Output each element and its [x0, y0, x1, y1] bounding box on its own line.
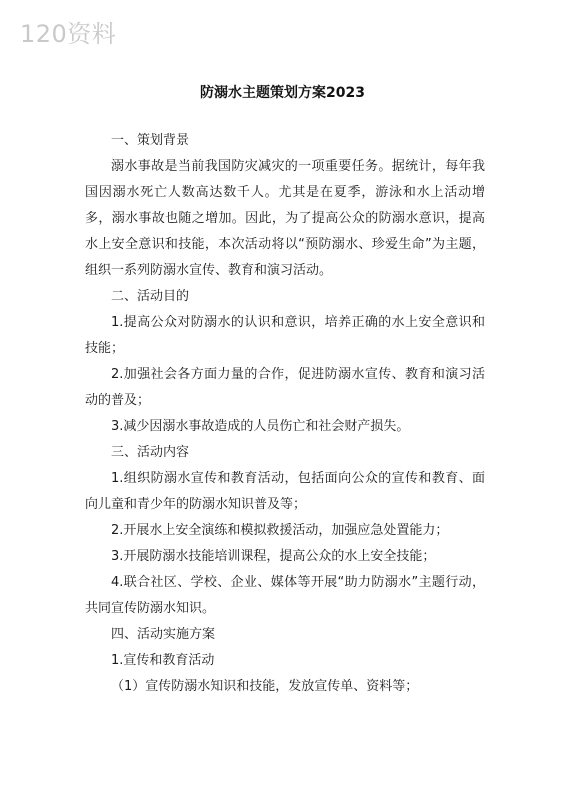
purpose-item-1: 1.提高公众对防溺水的认识和意识，培养正确的水上安全意识和技能；	[85, 315, 485, 356]
content-item-2: 2.开展水上安全演练和模拟救援活动，加强应急处置能力；	[111, 523, 449, 538]
purpose-item-3: 3.减少因溺水事故造成的人员伤亡和社会财产损失。	[111, 419, 410, 434]
section-heading-implementation: 四、活动实施方案	[111, 627, 216, 642]
section-heading-purpose: 二、活动目的	[111, 289, 190, 304]
paragraph-background: 溺水事故是当前我国防灾减灾的一项重要任务。据统计，每年我国因溺水死亡人数高达数千人。尤其是在夏季，游泳和水上活动增多，溺水事故也随之增加。因此，为了提高公众的防溺水意识，提高水上安全意识和技能，本次活动将以“预防溺水、珍爱生命”为主题，组织一系列防溺水宣传、教育和演习活动。	[85, 159, 485, 278]
content-item-1: 1.组织防溺水宣传和教育活动，包括面向公众的宣传和教育、面向儿童和青少年的防溺水知识普及等；	[85, 471, 485, 512]
watermark: 120资料	[20, 20, 117, 48]
document-title: 防溺水主题策划方案2023	[200, 85, 365, 101]
implementation-item-1: （1）宣传防溺水知识和技能，发放宣传单、资料等；	[111, 679, 419, 694]
document-body	[85, 128, 485, 700]
implementation-subheading-1: 1.宣传和教育活动	[111, 653, 215, 668]
purpose-item-2: 2.加强社会各方面力量的合作，促进防溺水宣传、教育和演习活动的普及；	[85, 367, 485, 408]
section-heading-background: 一、策划背景	[111, 133, 190, 148]
content-item-4: 4.联合社区、学校、企业、媒体等开展“助力防溺水”主题行动，共同宣传防溺水知识。	[85, 575, 485, 616]
content-item-3: 3.开展防溺水技能培训课程，提高公众的水上安全技能；	[111, 549, 436, 564]
section-heading-content: 三、活动内容	[111, 445, 190, 460]
